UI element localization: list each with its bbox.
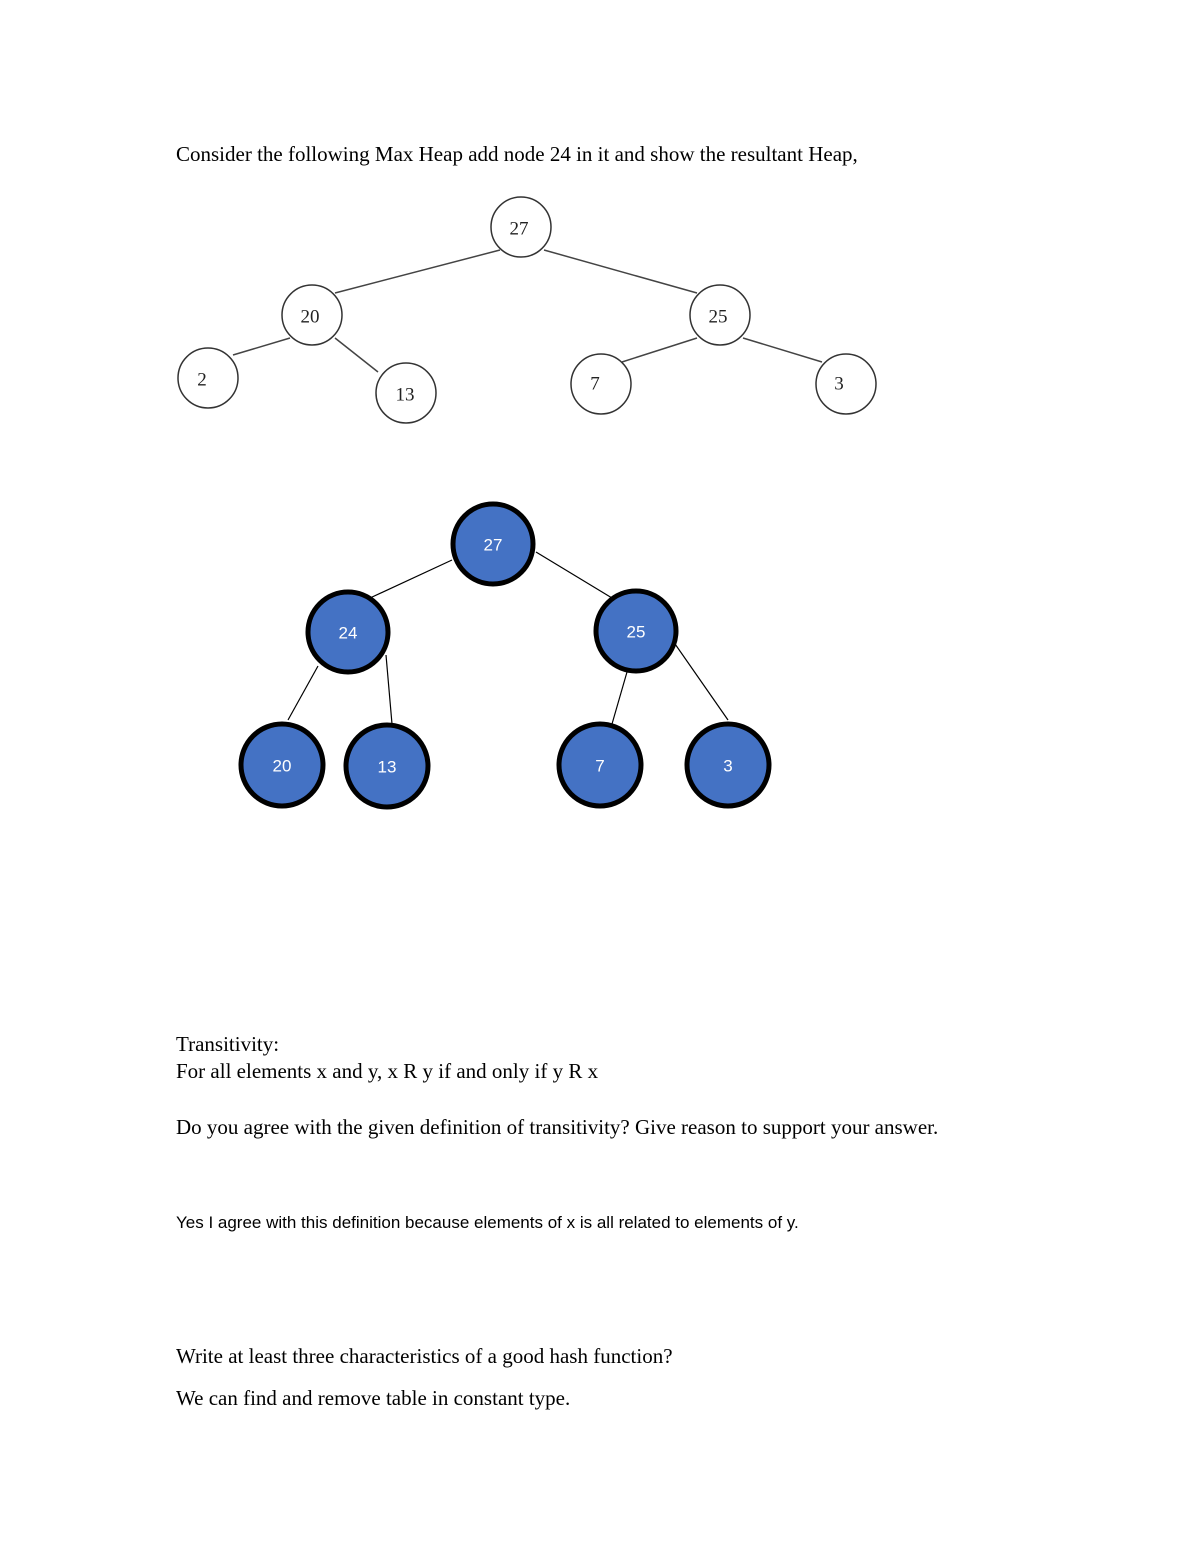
result-node-24 <box>308 592 388 672</box>
orig-node-13 <box>376 363 436 423</box>
resultant-max-heap-diagram <box>0 490 1200 830</box>
result-node-27 <box>453 504 533 584</box>
result-node-label: 27 <box>483 535 503 555</box>
transitivity-answer: Yes I agree with this definition because elements of x is all related to elements of y. <box>176 1213 799 1232</box>
orig-node-7 <box>571 354 631 414</box>
edge-25-7 <box>622 338 697 362</box>
orig-node-25 <box>690 285 750 345</box>
result-node-label: 25 <box>626 622 646 642</box>
orig-node-2 <box>178 348 238 408</box>
transitivity-definition: For all elements x and y, x R y if and only if y R x <box>176 1059 599 1083</box>
hash-function-question: Write at least three characteristics of a good hash function? <box>176 1344 673 1368</box>
orig-node-label: 25 <box>708 306 728 328</box>
edge-25-3 <box>743 338 822 362</box>
result-node-7 <box>559 724 641 806</box>
orig-node-label: 27 <box>509 218 529 240</box>
edge-27-24 <box>370 560 452 598</box>
edge-27-20 <box>335 250 500 293</box>
result-node-label: 13 <box>377 757 397 777</box>
result-node-20 <box>241 724 323 806</box>
edge-24-20 <box>288 666 318 720</box>
result-node-13 <box>346 725 428 807</box>
result-node-25 <box>596 591 676 671</box>
orig-node-label: 3 <box>834 373 844 395</box>
orig-node-label: 7 <box>590 373 600 395</box>
question-max-heap: Consider the following Max Heap add node 24 in it and show the resultant Heap, <box>176 142 858 166</box>
orig-node-3 <box>816 354 876 414</box>
edge-25-7 <box>612 672 627 724</box>
edge-20-2 <box>233 338 290 355</box>
edge-24-13 <box>386 655 392 724</box>
result-node-label: 3 <box>723 756 733 776</box>
transitivity-heading: Transitivity: <box>176 1032 280 1056</box>
orig-node-label: 20 <box>300 306 320 328</box>
edge-27-25 <box>536 552 612 598</box>
orig-node-label: 2 <box>197 369 207 391</box>
transitivity-question: Do you agree with the given definition of transitivity? Give reason to support your answer. <box>176 1115 939 1139</box>
hash-function-answer: We can find and remove table in constant type. <box>176 1386 571 1410</box>
result-node-label: 7 <box>595 756 605 776</box>
orig-node-label: 13 <box>395 384 415 406</box>
orig-node-20 <box>282 285 342 345</box>
edge-27-25 <box>544 250 697 293</box>
result-node-label: 24 <box>338 623 358 643</box>
edge-20-13 <box>335 338 378 372</box>
orig-node-27 <box>491 197 551 257</box>
original-max-heap-diagram <box>0 180 1200 440</box>
result-node-3 <box>687 724 769 806</box>
result-node-label: 20 <box>272 756 292 776</box>
